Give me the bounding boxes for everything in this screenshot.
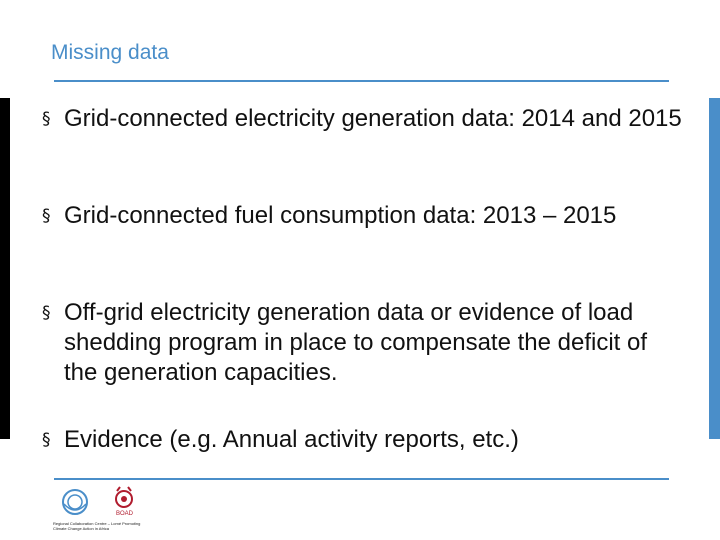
boad-logo-text: BOAD [116,511,134,517]
right-blue-bar [709,98,720,439]
unfccc-logo [63,490,87,514]
bullet-text: Grid-connected fuel consumption data: 2013 – 2015 [64,202,617,229]
bullet-item [42,298,682,388]
bullet-text: Grid-connected electricity generation data: 2014 and 2015 [64,105,682,132]
square-bullet-icon: § [42,303,51,323]
square-bullet-icon: § [42,430,51,450]
logo-graphics [50,482,160,522]
bottom-divider [54,478,669,480]
bullet-item [42,425,682,455]
bullet-item [42,104,682,134]
left-black-bar [0,98,10,439]
bullet-text: Off-grid electricity generation data or evidence of load shedding program in place to compensate the deficit of the generation capacities. [64,299,648,386]
slide-title: Missing data [51,41,169,64]
logo-caption: Regional Collaboration Centre – Lomé Promoting Climate Change Action in Africa [53,521,141,531]
top-divider [54,80,669,82]
boad-logo [116,487,132,507]
square-bullet-icon: § [42,206,51,226]
bullet-item [42,201,682,231]
square-bullet-icon: § [42,109,51,129]
bullet-text: Evidence (e.g. Annual activity reports, etc.) [64,426,519,453]
